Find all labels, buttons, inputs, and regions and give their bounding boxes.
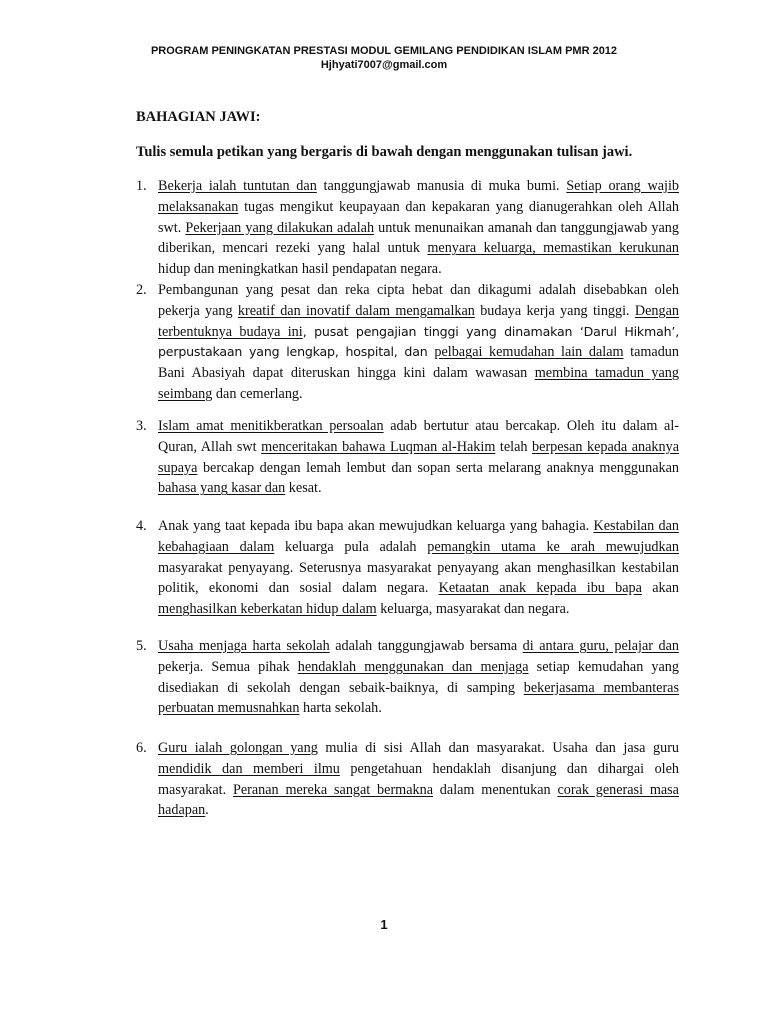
item-text	[158, 516, 679, 620]
underlined-phrase: mendidik dan memberi ilmu	[158, 760, 340, 777]
text-segment: masyarakat penyayang. Seterusnya masyarakat penyayang akan menghasilkan kestabilan politik, ekonomi dan sosial dalam negara.	[158, 559, 679, 597]
underlined-phrase: Setiap orang wajib melaksanakan	[158, 178, 679, 215]
underlined-phrase: Islam amat menitikberatkan persoalan	[158, 418, 384, 434]
underlined-phrase: pelbagai kemudahan lain dalam	[434, 344, 624, 361]
text-segment: pengetahuan hendaklah disanjung dan dihargai oleh masyarakat.	[158, 760, 679, 798]
underlined-phrase: kreatif dan inovatif dalam mengamalkan	[237, 302, 475, 319]
item-number: 3.	[136, 418, 147, 434]
list-item	[136, 176, 679, 280]
text-segment: .	[205, 802, 209, 819]
text-segment: tamadun Bani Abasiyah dapat diteruskan hingga kini dalam wawasan	[158, 344, 679, 382]
item-number: 1.	[136, 178, 147, 194]
text-segment: telah	[495, 438, 533, 455]
text-segment: dalam menentukan	[433, 781, 558, 798]
list-item	[136, 416, 679, 499]
underlined-phrase: menceritakan bahawa Luqman al-Hakim	[261, 438, 496, 455]
text-segment: tugas mengikut keupayaan dan kepakaran yang dianugerahkan oleh Allah swt.	[158, 198, 679, 236]
section-title: BAHAGIAN JAWI:	[136, 109, 261, 125]
underlined-phrase: membina tamadun yang seimbang	[158, 365, 679, 402]
text-segment: adab bertutur atau bercakap. Oleh itu dalam al-Quran, Allah swt	[158, 418, 679, 455]
underlined-phrase: Kestabilan dan kebahagiaan dalam	[158, 518, 679, 555]
text-segment: Pembangunan yang pesat dan reka cipta hebat dan dikagumi adalah disebabkan oleh pekerja yang	[158, 282, 679, 319]
text-segment: dan cemerlang.	[212, 385, 303, 402]
underlined-phrase: Usaha menjaga harta sekolah	[158, 638, 330, 654]
page-header	[0, 44, 768, 72]
underlined-phrase: menyara keluarga, memastikan kerukunan	[427, 240, 679, 257]
text-segment: keluarga, masyarakat dan negara.	[376, 601, 570, 618]
underlined-phrase: Guru ialah golongan yang	[158, 740, 318, 756]
text-segment: , pusat pengajian tinggi yang dinamakan ‘Darul Hikmah’, perpustakaan yang lengkap, hospital, dan	[158, 323, 679, 360]
instruction-text: Tulis semula petikan yang bergaris di bawah dengan menggunakan tulisan jawi.	[136, 144, 633, 160]
item-text	[158, 416, 679, 499]
item-text	[158, 738, 679, 821]
text-segment: akan	[641, 580, 679, 597]
item-number: 6.	[136, 740, 147, 756]
text-segment: tanggungjawab manusia di muka bumi.	[316, 178, 567, 194]
underlined-phrase: Dengan terbentuknya budaya ini	[158, 302, 679, 340]
underlined-phrase: bekerjasama membanteras perbuatan memusnahkan	[158, 679, 680, 717]
item-text	[158, 280, 679, 405]
text-segment: keluarga pula adalah	[274, 538, 428, 555]
list-item	[136, 516, 679, 620]
page-number: 1	[380, 917, 388, 932]
text-segment: harta sekolah.	[299, 700, 382, 717]
text-segment: adalah tanggungjawab bersama	[329, 638, 523, 654]
text-segment: untuk menunaikan amanah dan tanggungjawab yang diberikan, mencari rezeki yang halal untuk	[158, 219, 679, 257]
underlined-phrase: Pekerjaan yang dilakukan adalah	[185, 219, 375, 236]
item-number: 2.	[136, 282, 147, 298]
header-email: Hjhyati7007@gmail.com	[320, 59, 448, 71]
underlined-phrase: Ketaatan anak kepada ibu bapa	[438, 580, 642, 597]
item-text	[158, 176, 679, 280]
underlined-phrase: bahasa yang kasar dan	[158, 480, 286, 497]
text-segment: Anak yang taat kepada ibu bapa akan mewujudkan keluarga yang bahagia.	[158, 518, 594, 534]
underlined-phrase: pemangkin utama ke arah mewujudkan	[427, 538, 679, 555]
underlined-phrase: corak generasi masa hadapan	[158, 781, 679, 819]
text-segment: pekerja. Semua pihak	[158, 658, 298, 675]
item-text	[158, 636, 679, 719]
underlined-phrase: hendaklah menggunakan dan menjaga	[297, 658, 529, 675]
list-item	[136, 280, 679, 405]
header-title: PROGRAM PENINGKATAN PRESTASI MODUL GEMILANG PENDIDIKAN ISLAM PMR 2012	[150, 45, 618, 57]
underlined-phrase: di antara guru, pelajar dan	[522, 638, 679, 654]
underlined-phrase: Peranan mereka sangat bermakna	[232, 781, 433, 798]
text-segment: bercakap dengan lemah lembut dan sopan serta melarang anaknya menggunakan	[197, 459, 679, 476]
item-number: 4.	[136, 518, 147, 534]
list-item	[136, 738, 679, 821]
text-segment: mulia di sisi Allah dan masyarakat. Usaha dan jasa guru	[317, 740, 680, 756]
text-segment: hidup dan meningkatkan hasil pendapatan negara.	[158, 261, 442, 278]
text-segment: kesat.	[285, 480, 322, 497]
underlined-phrase: menghasilkan keberkatan hidup dalam	[158, 601, 377, 618]
text-segment: budaya kerja yang tinggi.	[474, 302, 635, 319]
underlined-phrase: Bekerja ialah tuntutan dan	[158, 178, 317, 194]
text-segment: setiap kemudahan yang disediakan di sekolah dengan sebaik-baiknya, di samping	[158, 658, 679, 696]
item-number: 5.	[136, 638, 147, 654]
underlined-phrase: berpesan kepada anaknya supaya	[158, 438, 680, 476]
list-item	[136, 636, 679, 719]
